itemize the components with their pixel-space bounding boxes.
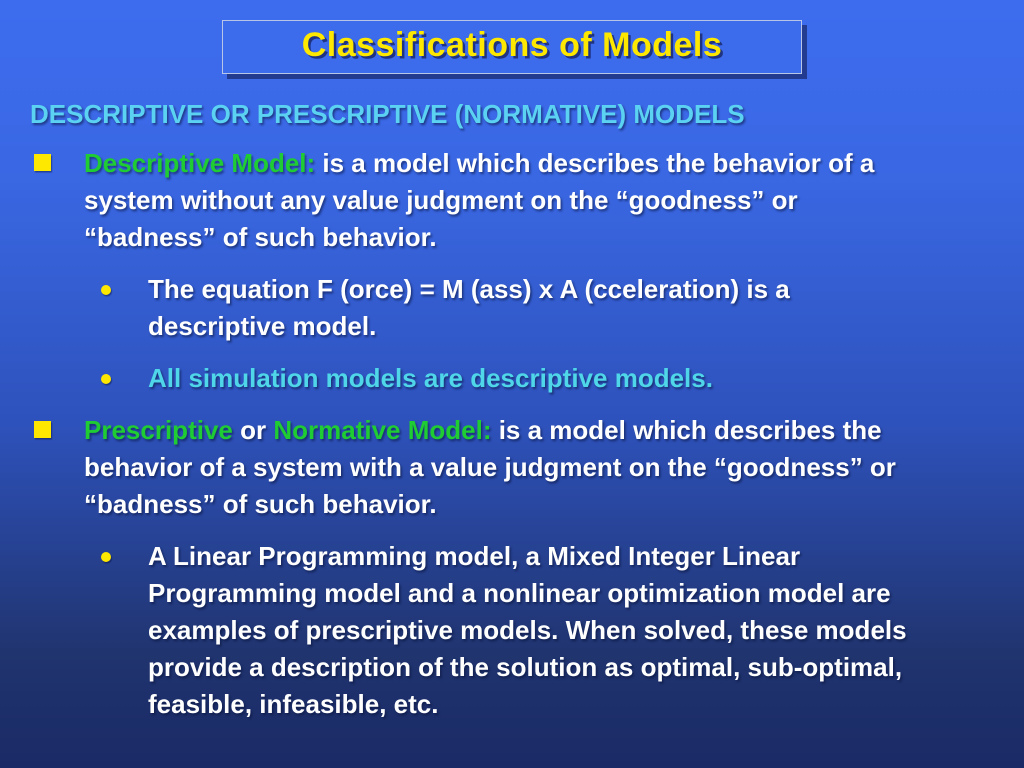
text-segment: descriptive model. [148, 311, 377, 341]
slide-title: Classifications of Models [301, 26, 723, 64]
text-line [148, 308, 1024, 345]
text-segment: system without any value judgment on the “goodness” or [84, 185, 798, 215]
text-segment: is a model which describes the [491, 415, 882, 445]
text-segment: All simulation models are descriptive models. [148, 363, 713, 393]
slide-body [0, 145, 1024, 723]
square-bullet-marker [34, 421, 51, 438]
text-line [84, 486, 1024, 523]
dot-bullet-marker [101, 552, 111, 562]
text-segment: Prescriptive [84, 415, 233, 445]
text-line [148, 649, 1024, 686]
text-line [84, 145, 1024, 182]
sub-bullet-item [0, 271, 1024, 345]
text-line [84, 449, 1024, 486]
sub-bullet-item [0, 360, 1024, 397]
text-segment: A Linear Programming model, a Mixed Integer Linear [148, 541, 801, 571]
square-bullet-marker [34, 154, 51, 171]
text-segment: Descriptive Model: [84, 148, 316, 178]
slide-title-box [222, 20, 802, 74]
presentation-slide [0, 20, 1024, 723]
text-segment: provide a description of the solution as optimal, sub-optimal, [148, 652, 903, 682]
text-segment: examples of prescriptive models. When solved, these models [148, 615, 907, 645]
text-segment: feasible, infeasible, etc. [148, 689, 439, 719]
bullet-item [0, 412, 1024, 523]
text-segment: is a model which describes the behavior of a [315, 148, 875, 178]
text-segment: Programming model and a nonlinear optimization model are [148, 578, 891, 608]
text-segment: The equation F (orce) = M (ass) x A (cceleration) is a [148, 274, 790, 304]
section-heading: DESCRIPTIVE OR PRESCRIPTIVE (NORMATIVE) MODELS [30, 99, 745, 129]
bullet-item [0, 145, 1024, 256]
text-segment: or [232, 415, 274, 445]
dot-bullet-marker [101, 374, 111, 384]
dot-bullet-marker [101, 285, 111, 295]
sub-bullet-item [0, 538, 1024, 723]
text-line [148, 686, 1024, 723]
text-line [84, 219, 1024, 256]
text-line [84, 412, 1024, 449]
text-line [84, 182, 1024, 219]
text-line [148, 271, 1024, 308]
text-line [148, 538, 1024, 575]
text-segment: behavior of a system with a value judgment on the “goodness” or [84, 452, 896, 482]
text-segment: “badness” of such behavior. [84, 489, 437, 519]
text-segment: Normative Model: [273, 415, 492, 445]
text-segment: “badness” of such behavior. [84, 222, 437, 252]
text-line [148, 575, 1024, 612]
text-line [148, 612, 1024, 649]
text-line [148, 360, 1024, 397]
